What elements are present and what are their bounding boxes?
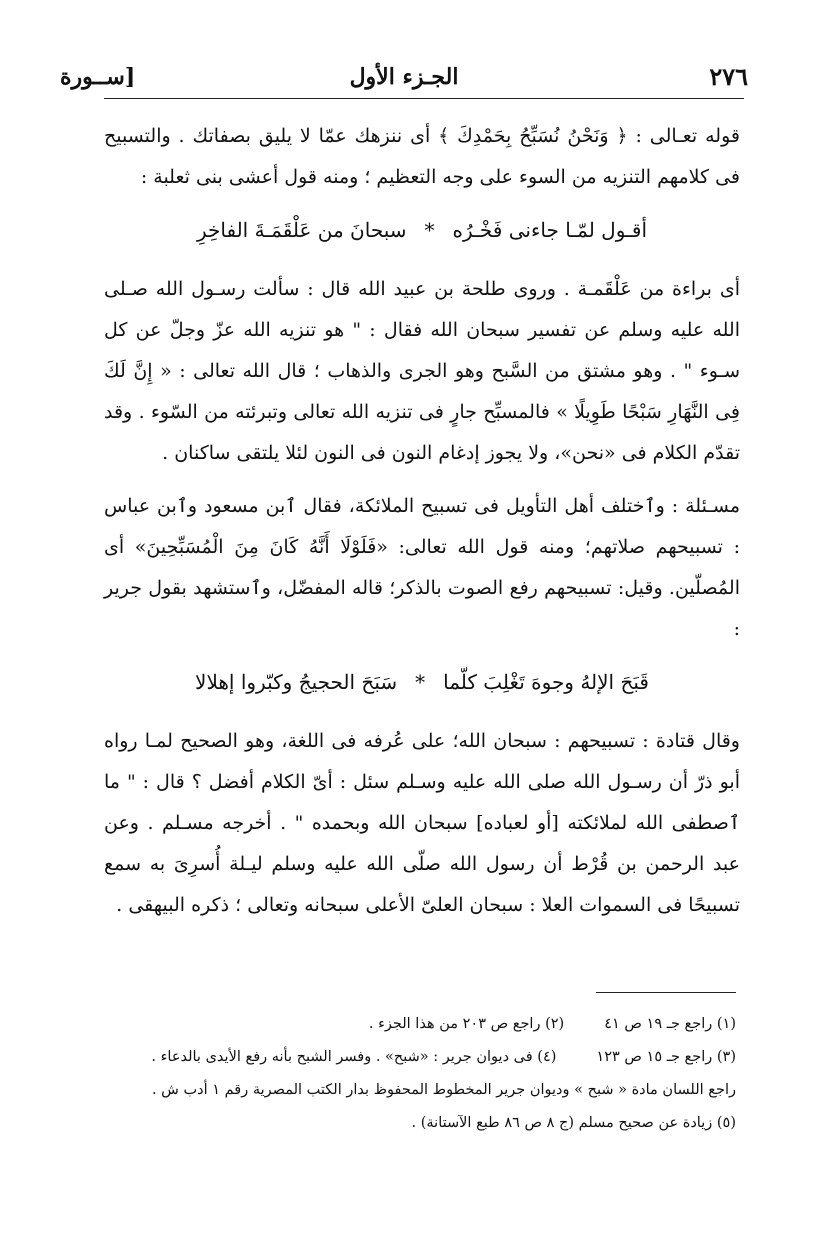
footnote-5: (٥) زيادة عن صحيح مسلم (ج ٨ ص ٨٦ طبع الآستانة) . <box>411 1115 736 1131</box>
footnotes <box>100 1008 736 1140</box>
paragraph-1: قوله تعـالى : ﴿ وَنَحْنُ نُسَبِّحُ بِحَمْدِكَ ﴾ أى ننزهك عمّا لا يليق بصفاتك . والتسبيح فى كلامهم التنزيه من السوء على وجه التعظيم ؛ ومنه قول أعشى بنى ثعلبة : <box>104 125 740 188</box>
verse-2 <box>104 662 740 703</box>
header-rule <box>104 98 744 99</box>
verse-2-hemistich-b: سَبَحَ الحجيجُ وكبّروا إهلالا <box>195 670 398 694</box>
main-text <box>104 116 740 938</box>
paragraph-2: أى براءة من عَلْقَمـة . وروى طلحة بن عبيد الله قال : سألت رسـول الله صـلى الله عليه وسلم عن تفسير سبحان الله فقال : " هو تنزيه الله عزّ وجلّ عن كل سـوء " . وهو مشتق من السَّبح وهو الجرى والذهاب ؛ قال الله تعالى : « إِنَّ لَكَ فِى النَّهَارِ سَبْحًا طَوِيلًا » فالمسبِّح جارٍ فى تنزيه الله تعالى وتبرئته من السّوء . وقد تقدّم الكلام فى «نحن»، ولا يجوز إدغام النون فى النون لئلا يلتقى ساكنان . <box>104 278 740 464</box>
footnote-row-1 <box>100 1008 736 1041</box>
verse-1-hemistich-a: أقـول لمّـا جاءنى فَخْـرُه <box>452 218 648 242</box>
verse-1-hemistich-b: سبحانَ من عَلْقَمَـةَ الفاخِرِ <box>196 218 407 242</box>
verse-separator-star: * <box>424 218 435 242</box>
verse-2-hemistich-a: قَبَحَ الإلهُ وجوهَ تَغْلِبَ كلّما <box>443 670 649 694</box>
verse-1 <box>104 210 740 251</box>
verse-separator-star: * <box>415 670 426 694</box>
paragraph-4: وقال قتادة : تسبيحهم : سبحان الله؛ على عُرفه فى اللغة، وهو الصحيح لمـا رواه أبو ذرّ أن رسـول الله صلى الله عليه وسـلم سئل : أىّ الكلام أفضل ؟ قال : " ما ٱصطفى الله لملائكته [أو لعباده] سبحان الله وبحمده " . أخرجه مسـلم . وعن عبد الرحمن بن قُرْط أن رسول الله صلّى الله عليه وسلم ليـلة أُسرِىَ به سمع تسبيحًا فى السموات العلا : سبحان العلىّ الأعلى سبحانه وتعالى ؛ ذكره البيهقى . <box>104 730 740 916</box>
page-header <box>60 62 748 96</box>
footnote-rule <box>596 992 736 993</box>
footnote-2: (٢) راجع ص ٢٠٣ من هذا الجزء . <box>368 1016 565 1032</box>
page-number: ٢٧٦ <box>709 62 748 91</box>
footnote-4-continued: راجع اللسان مادة « شبح » وديوان جرير المخطوط المحفوظ بدار الكتب المصرية رقم ١ أدب ش . <box>151 1082 736 1098</box>
surah-label: [ســورة <box>60 64 136 90</box>
footnote-row-2 <box>100 1041 736 1074</box>
footnote-4: (٤) فى ديوان جرير : «شبح» . وفسر الشبح بأنه رفع الأيدى بالدعاء . <box>151 1049 557 1065</box>
section-title: الجـزء الأول <box>349 64 459 90</box>
paragraph-3: مسـئلة : وٱختلف أهل التأويل فى تسبيح الملائكة، فقال ٱبن مسعود وٱبن عباس : تسبيحهم صلاتهم؛ ومنه قول الله تعالى: «فَلَوْلَا أَنَّهُ كَانَ مِنَ الْمُسَبِّحِينَ» أى المُصلّين. وقيل: تسبيحهم رفع الصوت بالذكر؛ قاله المفضّل، وٱستشهد بقول جرير : <box>104 495 740 640</box>
footnote-3: (٣) راجع جـ ١٥ ص ١٢٣ <box>596 1049 736 1065</box>
footnote-1: (١) راجع جـ ١٩ ص ٤١ <box>604 1016 736 1032</box>
